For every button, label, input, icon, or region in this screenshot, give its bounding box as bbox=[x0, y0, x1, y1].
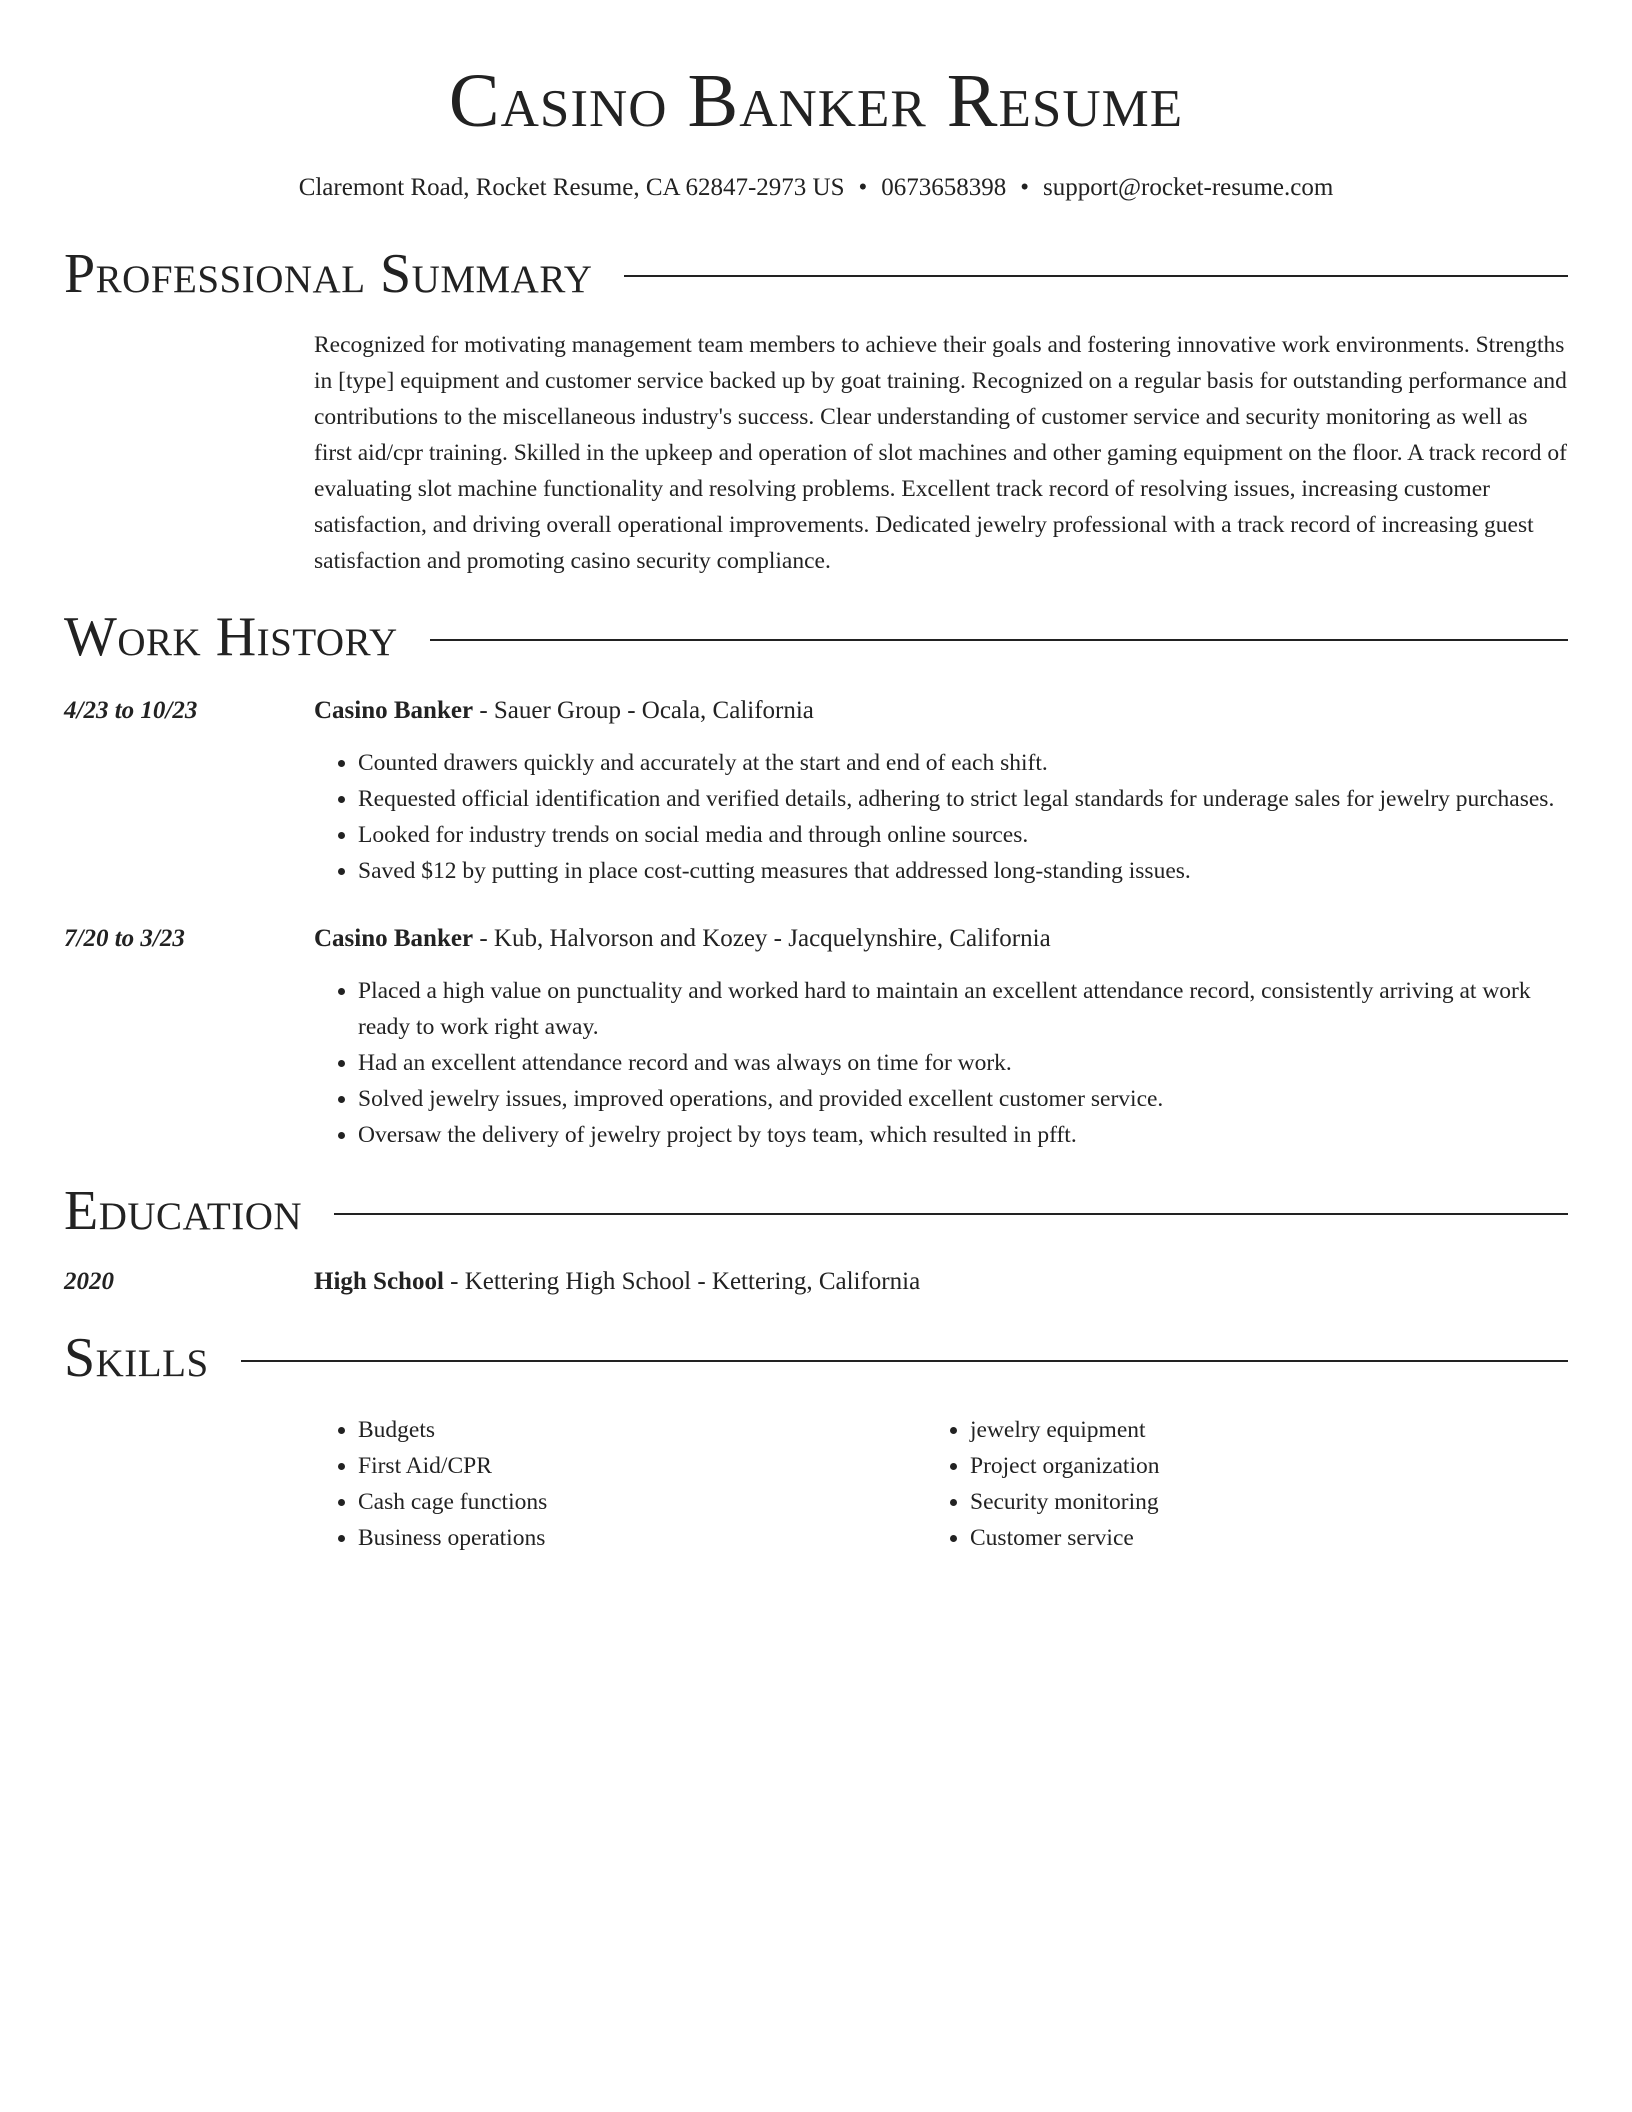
summary-heading-row bbox=[64, 244, 1568, 306]
job-bullet: • Oversaw the delivery of jewelry project by toys team, which resulted in pfft. bbox=[358, 1117, 1568, 1153]
job-bullets bbox=[314, 745, 1568, 889]
education-line bbox=[314, 1264, 1568, 1300]
skills-column-left bbox=[314, 1412, 926, 1556]
job-bullet: • Looked for industry trends on social media and through online sources. bbox=[358, 817, 1568, 853]
skill-item: • Business operations bbox=[358, 1520, 926, 1556]
job-bullet: • Solved jewelry issues, improved operations, and provided excellent customer service. bbox=[358, 1081, 1568, 1117]
section-divider bbox=[241, 1360, 1568, 1362]
summary-text: Recognized for motivating management team members to achieve their goals and fostering innovative work environments. Strengths in [type] equipment and customer service backed up by goat training. Recognized on a regular basis for outstanding performance and contributions to the miscellaneous industry's success. Clear understanding of customer service and security monitoring as well as first aid/cpr training. Skilled in the upkeep and operation of slot machines and other gaming equipment on the floor. A track record of evaluating slot machine functionality and resolving problems. Excellent track record of resolving issues, increasing customer satisfaction, and driving overall operational improvements. Dedicated jewelry professional with a track record of increasing guest satisfaction and promoting casino security compliance. bbox=[314, 332, 1568, 575]
job-bullet: • Placed a high value on punctuality and worked hard to maintain an excellent attendance record, consistently arriving at work ready to work right away. bbox=[358, 973, 1568, 1045]
job-details: - Kub, Halvorson and Kozey - Jacquelynshire, California bbox=[473, 924, 1051, 952]
job-dates: 4/23 to 10/23 bbox=[64, 696, 198, 724]
education-heading-row bbox=[64, 1181, 1568, 1243]
work-section bbox=[64, 607, 1568, 1153]
skills-heading-row bbox=[64, 1328, 1568, 1390]
contact-email: support@rocket-resume.com bbox=[1043, 173, 1334, 201]
work-heading-row bbox=[64, 607, 1568, 669]
skill-item: • jewelry equipment bbox=[970, 1412, 1538, 1448]
job-title-line bbox=[314, 921, 1568, 957]
skills-column-right bbox=[926, 1412, 1538, 1556]
skill-item: • Budgets bbox=[358, 1412, 926, 1448]
summary-heading: Professional Summary bbox=[64, 242, 593, 305]
section-divider bbox=[624, 275, 1568, 277]
skill-item: • Security monitoring bbox=[970, 1484, 1538, 1520]
contact-line bbox=[64, 174, 1568, 202]
job-entry bbox=[64, 693, 1568, 889]
skill-item: • Project organization bbox=[970, 1448, 1538, 1484]
contact-address: Claremont Road, Rocket Resume, CA 62847-2973 US bbox=[298, 173, 845, 201]
skills-row bbox=[64, 1390, 1568, 1556]
resume-title: Casino Banker Resume bbox=[448, 59, 1184, 143]
job-entry bbox=[64, 921, 1568, 1153]
education-entry bbox=[64, 1264, 1568, 1300]
job-bullet: • Had an excellent attendance record and was always on time for work. bbox=[358, 1045, 1568, 1081]
contact-separator: • bbox=[858, 173, 868, 201]
job-title-line bbox=[314, 693, 1568, 729]
contact-separator: • bbox=[1020, 173, 1030, 201]
section-divider bbox=[430, 639, 1568, 641]
skill-item: • Customer service bbox=[970, 1520, 1538, 1556]
job-bullet: • Counted drawers quickly and accurately at the start and end of each shift. bbox=[358, 745, 1568, 781]
job-dates: 7/20 to 3/23 bbox=[64, 924, 185, 952]
skills-columns bbox=[314, 1412, 1538, 1556]
skills-section bbox=[64, 1328, 1568, 1556]
work-heading: Work History bbox=[64, 606, 398, 669]
education-year: 2020 bbox=[64, 1268, 114, 1296]
summary-row bbox=[64, 327, 1568, 579]
education-degree: High School bbox=[314, 1268, 444, 1296]
education-section bbox=[64, 1181, 1568, 1301]
job-details: - Sauer Group - Ocala, California bbox=[473, 696, 814, 724]
job-bullet: • Requested official identification and verified details, adhering to strict legal standards for underage sales for jewelry purchases. bbox=[358, 781, 1568, 817]
job-title: Casino Banker bbox=[314, 696, 474, 724]
summary-section bbox=[64, 244, 1568, 580]
education-heading: Education bbox=[64, 1179, 303, 1242]
job-title: Casino Banker bbox=[314, 924, 474, 952]
contact-phone: 0673658398 bbox=[881, 173, 1007, 201]
job-bullet: • Saved $12 by putting in place cost-cutting measures that addressed long-standing issues. bbox=[358, 853, 1568, 889]
skill-item: • Cash cage functions bbox=[358, 1484, 926, 1520]
skill-item: • First Aid/CPR bbox=[358, 1448, 926, 1484]
skills-heading: Skills bbox=[64, 1327, 209, 1390]
education-details: - Kettering High School - Kettering, California bbox=[443, 1268, 921, 1296]
job-bullets bbox=[314, 973, 1568, 1153]
section-divider bbox=[334, 1213, 1568, 1215]
